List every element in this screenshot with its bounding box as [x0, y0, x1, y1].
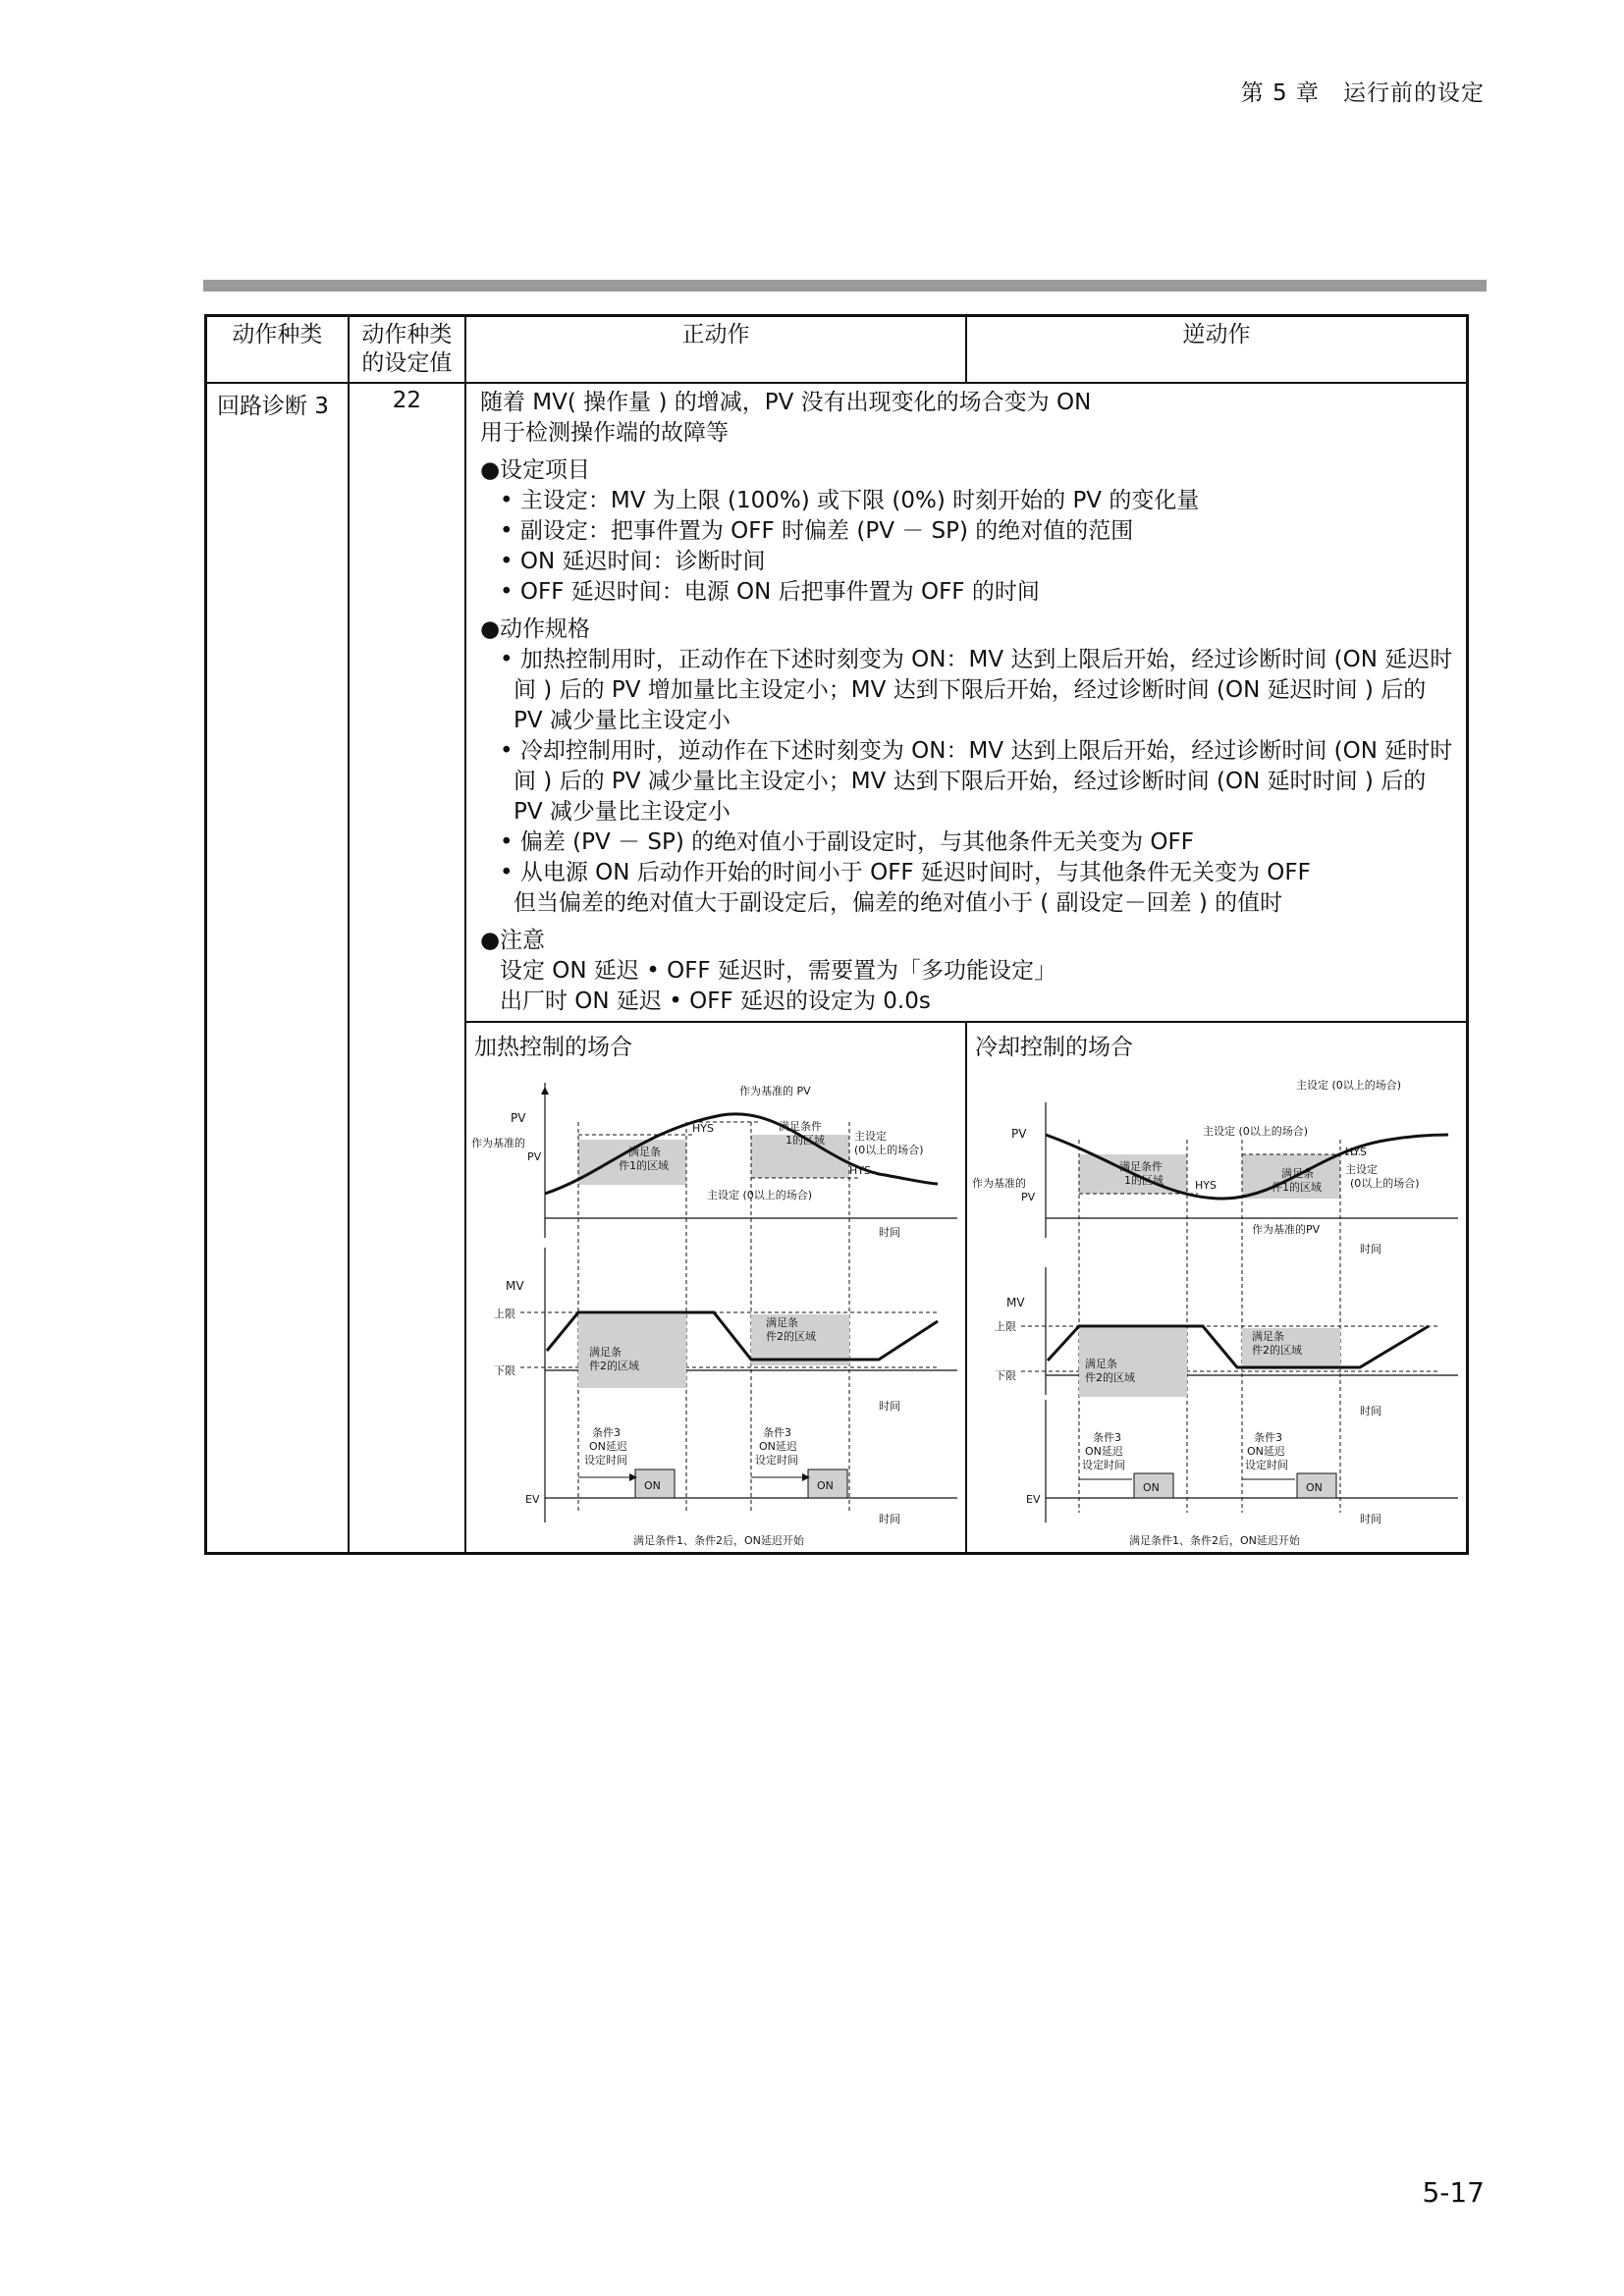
setting-item: • 主设定：MV 为上限 (100%) 或下限 (0%) 时刻开始的 PV 的变化量 — [499, 488, 1200, 513]
note-title: ●注意 — [479, 928, 546, 953]
time-label-1: 时间 — [878, 1226, 900, 1239]
intro-line-1: 随着 MV( 操作量 ) 的增减，PV 没有出现变化的场合变为 ON — [479, 390, 1092, 415]
cond1-right-b-label: 1的区域 — [785, 1134, 825, 1147]
delay-set-label: 设定时间 — [1082, 1459, 1125, 1471]
cond3-right-label: 条件3 — [762, 1426, 791, 1439]
time-label-2: 时间 — [1360, 1405, 1381, 1417]
spec-item: • 加热控制用时，正动作在下述时刻变为 ON：MV 达到上限后开始，经过诊断时间 (ON 延迟时间 ) 后的 PV 增加量比主设定小；MV 达到下限后开始，经过诊断时间 (ON 延迟时间 ) 后的 PV 减少量比主设定小 — [499, 647, 1453, 733]
header-setting-label: 动作种类 的设定值 — [361, 322, 453, 376]
spec-extra: 但当偏差的绝对值大于副设定后，偏差的绝对值小于 ( 副设定－回差 ) 的值时 — [513, 890, 1283, 916]
upper-label: 上限 — [995, 1320, 1016, 1333]
hys-label-right: HYS — [848, 1164, 871, 1177]
row-value: 22 — [349, 383, 465, 1554]
cond3-label: 条件3 — [591, 1426, 621, 1439]
ev-label: EV — [524, 1493, 540, 1506]
main-set-bottom-label: 主设定 (0以上的场合) — [706, 1189, 813, 1201]
cond1b-label: 件1的区域 — [618, 1159, 669, 1172]
time-label-3: 时间 — [878, 1513, 900, 1525]
setting-section — [480, 455, 1456, 608]
table-row — [206, 383, 1468, 1022]
pv-label: PV — [1011, 1127, 1027, 1141]
heating-diagram — [466, 1061, 965, 1552]
cond1b-label: 1的区域 — [1124, 1174, 1164, 1187]
cond2-label: 满足条 — [588, 1346, 622, 1359]
ref-pv-left2: PV — [526, 1150, 542, 1163]
cond1-label: 满足条 — [627, 1146, 661, 1158]
cond3-right-label: 条件3 — [1254, 1431, 1282, 1444]
cond1-label: 满足条件 — [1119, 1160, 1163, 1173]
time-label-1: 时间 — [1360, 1243, 1381, 1255]
ref-pv-top: 作为基准的 PV — [738, 1085, 811, 1097]
ref-pv-left: 作为基准的 — [972, 1177, 1026, 1190]
mv-label: MV — [1006, 1296, 1025, 1309]
cond1-right-b-label: 件1的区域 — [1272, 1181, 1322, 1194]
heating-figure-cell — [465, 1022, 966, 1554]
setting-title: ●设定项目 — [479, 457, 591, 483]
delay-set-right-label: 设定时间 — [1245, 1459, 1288, 1471]
cooling-diagram — [967, 1061, 1466, 1552]
delay-set-right-label: 设定时间 — [754, 1454, 798, 1467]
on-label-1: ON — [643, 1479, 661, 1492]
spec-title: ●动作规格 — [479, 616, 591, 642]
cond2-right-label: 满足条 — [765, 1316, 798, 1329]
page-number: 5-17 — [1422, 2176, 1485, 2209]
main-set-b-label: (0以上的场合) — [853, 1144, 924, 1156]
spec-item: • 冷却控制用时，逆动作在下述时刻变为 ON：MV 达到上限后开始，经过诊断时间 (ON 延时时间 ) 后的 PV 减少量比主设定小；MV 达到下限后开始，经过诊断时间 (ON 延时时间 ) 后的 PV 减少量比主设定小 — [499, 738, 1453, 825]
spec-item: • 从电源 ON 后动作开始的时间小于 OFF 延迟时间时，与其他条件无关变为 OFF — [499, 860, 1311, 885]
setting-item: • ON 延迟时间：诊断时间 — [499, 549, 766, 574]
delay-set-label: 设定时间 — [583, 1454, 627, 1467]
ref-pv-left: 作为基准的 — [470, 1137, 525, 1149]
cond2-right-label: 满足条 — [1252, 1330, 1284, 1343]
spec-item: • 偏差 (PV － SP) 的绝对值小于副设定时，与其他条件无关变为 OFF — [499, 829, 1194, 855]
on-delay-right-label: ON延迟 — [1247, 1445, 1285, 1458]
on-delay-label: ON延迟 — [1085, 1445, 1123, 1458]
note-item: 设定 ON 延迟 • OFF 延迟时，需要置为「多功能设定」 — [499, 958, 1056, 984]
main-set-mid-label: 主设定 (0以上的场合) — [1203, 1125, 1309, 1138]
event-type-table — [204, 314, 1469, 1555]
header-rule — [203, 280, 1487, 292]
row-type: 回路诊断 3 — [206, 383, 349, 1554]
setting-item: • OFF 延迟时间：电源 ON 后把事件置为 OFF 的时间 — [499, 579, 1040, 605]
cond2-label: 满足条 — [1085, 1358, 1117, 1370]
hys-label: HYS — [1195, 1179, 1217, 1192]
cond1-right-label: 满足条件 — [778, 1120, 822, 1133]
ev-label: EV — [1026, 1493, 1041, 1506]
chapter-header: 第 5 章 运行前的设定 — [1240, 80, 1485, 106]
on-label-2: ON — [1306, 1481, 1323, 1494]
on-label-1: ON — [1143, 1481, 1160, 1494]
upper-label: 上限 — [493, 1308, 515, 1320]
setting-item: • 副设定：把事件置为 OFF 时偏差 (PV － SP) 的绝对值的范围 — [499, 518, 1134, 544]
main-set-label: 主设定 — [853, 1130, 887, 1143]
main-set-top-label: 主设定 (0以上的场合) — [1296, 1079, 1402, 1092]
ref-pv-left2: PV — [1021, 1191, 1036, 1203]
pv-label: PV — [510, 1111, 526, 1125]
intro-line-2: 用于检测操作端的故障等 — [479, 420, 729, 446]
hys-label-right: HYS — [1345, 1146, 1367, 1158]
main-set-label: 主设定 — [1345, 1163, 1378, 1176]
header-type: 动作种类 — [206, 316, 349, 384]
cond1-right-label: 满足条 — [1281, 1167, 1314, 1180]
table-header-row — [206, 316, 1468, 384]
lower-label: 下限 — [995, 1369, 1016, 1382]
on-delay-right-label: ON延迟 — [758, 1440, 797, 1453]
row-description — [465, 383, 1468, 1022]
time-label-2: 时间 — [878, 1400, 900, 1413]
spec-section — [480, 614, 1456, 919]
on-label-2: ON — [816, 1479, 834, 1492]
cooling-footnote: 满足条件1、条件2后，ON延迟开始 — [1129, 1534, 1300, 1547]
cond3-label: 条件3 — [1093, 1431, 1121, 1444]
note-item: 出厂时 ON 延迟 • OFF 延迟的设定为 0.0s — [499, 988, 931, 1014]
lower-label: 下限 — [493, 1364, 515, 1377]
header-direct: 正动作 — [465, 316, 966, 384]
cond2b-right-label: 件2的区域 — [1252, 1344, 1302, 1357]
heating-title: 加热控制的场合 — [473, 1035, 632, 1060]
ref-pv-bottom: 作为基准的PV — [1252, 1223, 1321, 1236]
header-reverse: 逆动作 — [966, 316, 1468, 384]
cond2b-right-label: 件2的区域 — [765, 1330, 816, 1343]
note-section — [480, 926, 1456, 1017]
mv-label: MV — [505, 1279, 524, 1293]
header-setting — [349, 316, 465, 384]
on-delay-label: ON延迟 — [588, 1440, 627, 1453]
main-set-b-label: (0以上的场合) — [1350, 1177, 1420, 1190]
cooling-figure-cell — [966, 1022, 1468, 1554]
time-label-3: 时间 — [1360, 1513, 1381, 1525]
cond2b-label: 件2的区域 — [1085, 1371, 1135, 1384]
cond2b-label: 件2的区域 — [588, 1360, 639, 1372]
heating-footnote: 满足条件1、条件2后，ON延迟开始 — [632, 1534, 804, 1547]
hys-label: HYS — [691, 1122, 714, 1135]
cooling-title: 冷却控制的场合 — [975, 1035, 1133, 1060]
